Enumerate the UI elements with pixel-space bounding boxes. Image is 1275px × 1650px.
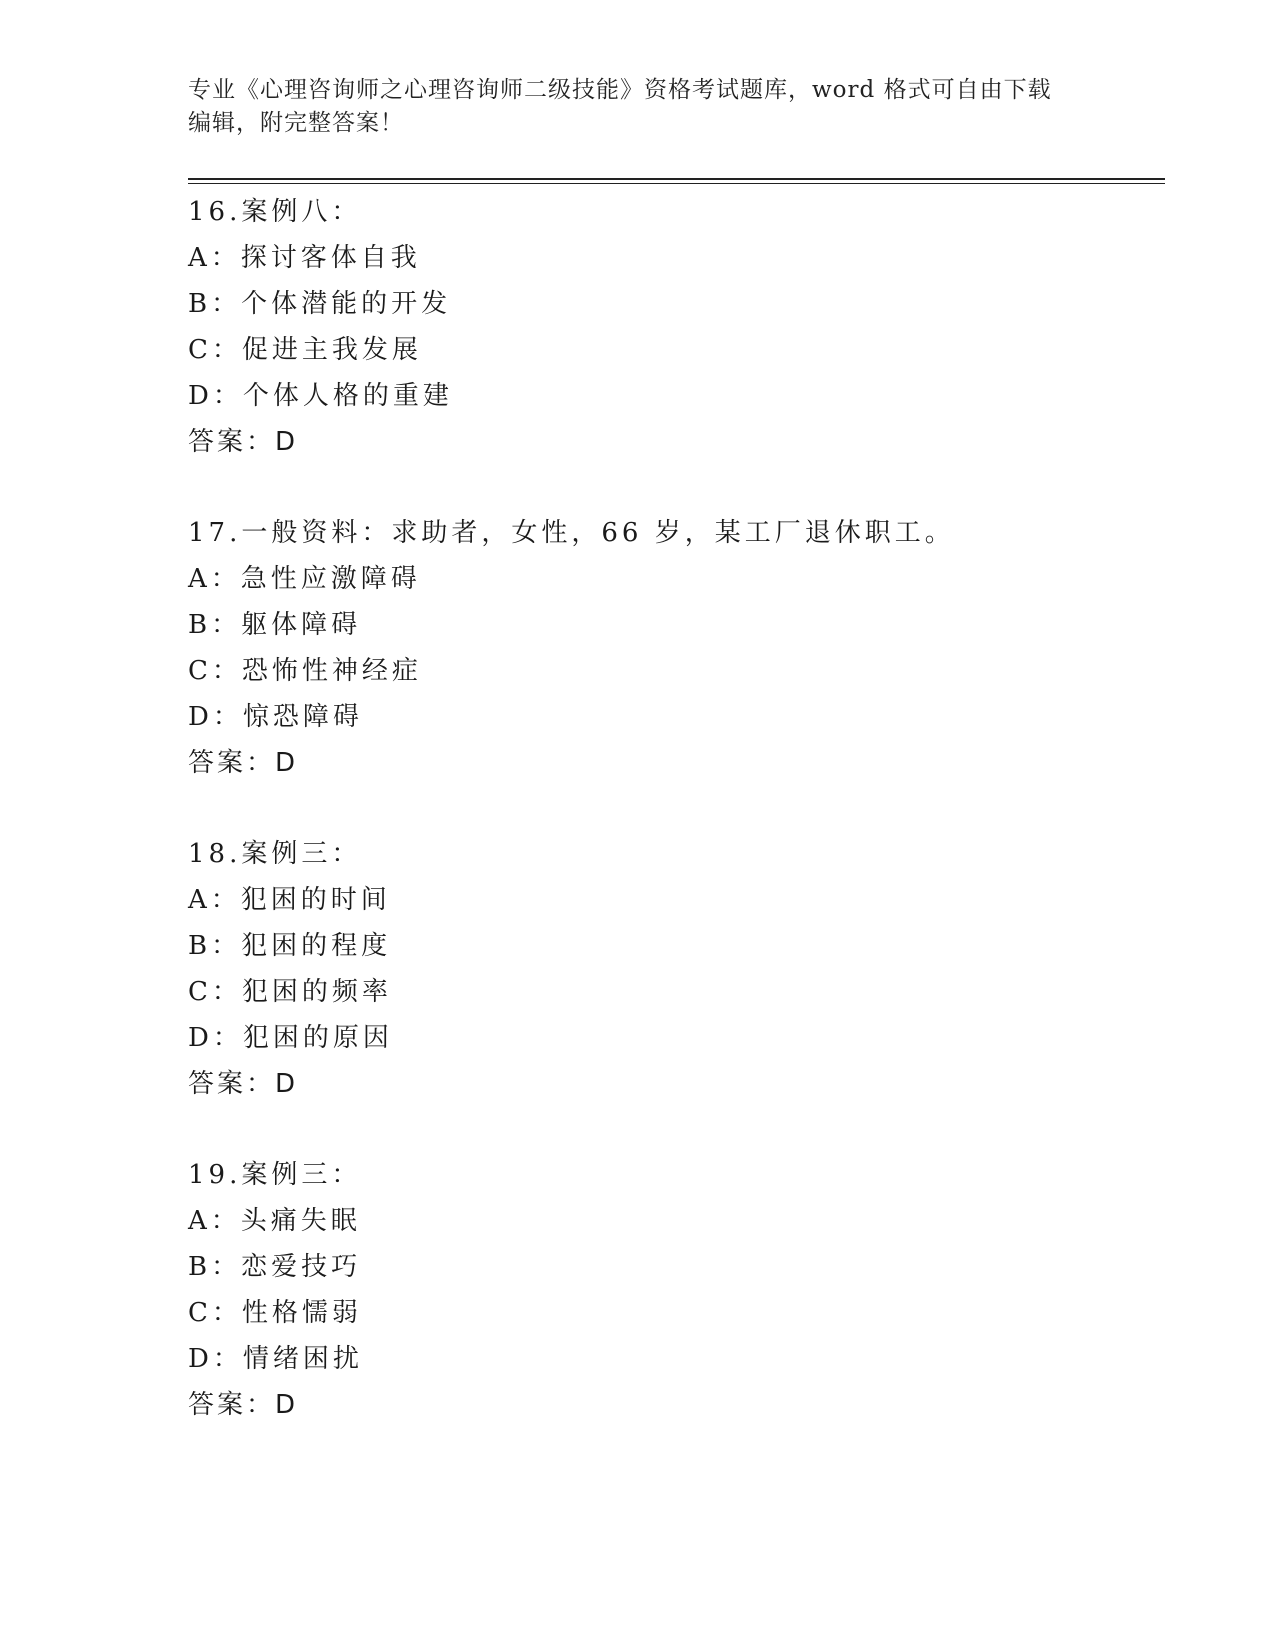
option-a: A：探讨客体自我 [188, 243, 421, 273]
option-c: C：促进主我发展 [188, 335, 422, 365]
question-17 [188, 510, 1148, 786]
answer-line: 答案：D [188, 1390, 299, 1420]
option-c: C：犯困的频率 [188, 977, 392, 1007]
option-d: D：犯困的原因 [188, 1023, 393, 1053]
option-b: B：恋爱技巧 [188, 1252, 362, 1282]
question-stem: 17.一般资料：求助者，女性，66 岁，某工厂退休职工。 [188, 518, 955, 548]
option-d: D：个体人格的重建 [188, 381, 453, 411]
answer-line: 答案：D [188, 427, 299, 457]
question-18 [188, 831, 1148, 1107]
question-19 [188, 1152, 1148, 1428]
question-stem: 19.案例三： [188, 1160, 362, 1190]
option-a: A：急性应激障碍 [188, 564, 421, 594]
option-b: B：犯困的程度 [188, 931, 392, 961]
option-c: C：恐怖性神经症 [188, 656, 422, 686]
question-16 [188, 189, 1148, 465]
option-d: D：惊恐障碍 [188, 702, 363, 732]
option-a: A：犯困的时间 [188, 885, 391, 915]
question-stem: 18.案例三： [188, 839, 362, 869]
option-c: C：性格懦弱 [188, 1298, 362, 1328]
option-b: B：个体潜能的开发 [188, 289, 452, 319]
document-header [188, 74, 1088, 140]
option-d: D：情绪困扰 [188, 1344, 363, 1374]
answer-line: 答案：D [188, 748, 299, 778]
header-line-1: 专业《心理咨询师之心理咨询师二级技能》资格考试题库，word 格式可自由下载 [188, 77, 1052, 103]
question-list [188, 189, 1148, 1473]
header-rule-thick [188, 178, 1165, 180]
answer-line: 答案：D [188, 1069, 299, 1099]
header-rule-thin [188, 183, 1165, 184]
option-b: B：躯体障碍 [188, 610, 362, 640]
option-a: A：头痛失眠 [188, 1206, 361, 1236]
question-stem: 16.案例八： [188, 197, 362, 227]
header-line-2: 编辑，附完整答案！ [188, 110, 404, 136]
